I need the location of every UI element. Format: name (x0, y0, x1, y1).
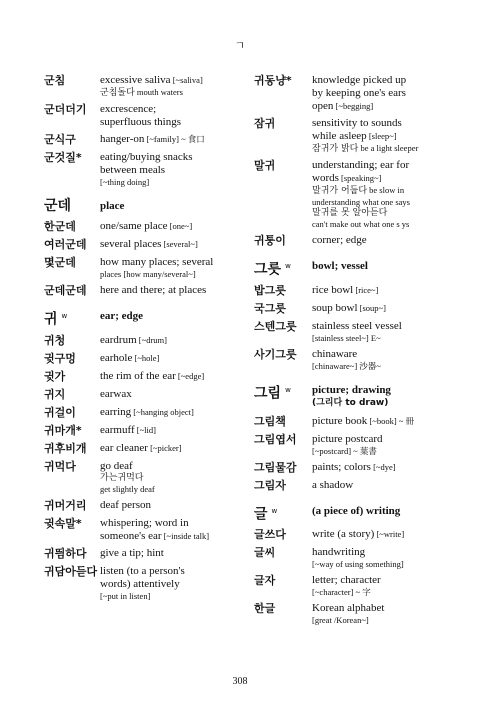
dictionary-entry (248, 159, 454, 230)
definition-text: paints; colors (312, 460, 371, 473)
dictionary-entry (28, 103, 240, 129)
definition (312, 234, 454, 247)
definition-line-with-note (100, 334, 240, 347)
definition (312, 461, 454, 474)
headword (28, 334, 100, 348)
dictionary-entry (28, 352, 240, 366)
definition-line-with-note (100, 238, 240, 251)
korean-example-text: 말귀를 못 알아듣다 (312, 208, 388, 218)
etymology-note: [one~] (167, 221, 193, 231)
dictionary-entry (28, 499, 240, 513)
etymology-note: [speaking~] (338, 173, 382, 183)
definition-line: how many places; several (100, 256, 214, 268)
korean-example-text: 말귀가 어둡다 (312, 186, 368, 196)
headword (28, 424, 100, 438)
section-title (312, 503, 454, 519)
dictionary-entry (248, 574, 454, 598)
headword (248, 574, 312, 588)
dictionary-entry (28, 424, 240, 438)
definition-line: go deaf (100, 459, 133, 472)
etymology-note: get slightly deaf (100, 483, 155, 494)
definition (100, 547, 240, 560)
etymology-note: [chinaware~] 沙器~ (312, 360, 381, 371)
headword-text: 귀띔하다 (44, 546, 87, 560)
section-headword (28, 308, 100, 328)
korean-example (312, 185, 454, 197)
headword (248, 159, 312, 173)
headword-text: 군데군데 (44, 284, 87, 297)
dictionary-entry (248, 546, 454, 570)
headword (248, 433, 312, 447)
dictionary-entry (28, 238, 240, 252)
headword (28, 442, 100, 456)
definition (312, 528, 454, 541)
definition-line-with-note (100, 406, 240, 419)
etymology-note: [several~] (161, 239, 198, 249)
headword (248, 117, 312, 131)
headword-text: 귓속말* (44, 516, 82, 530)
definition-text: while asleep (312, 130, 367, 142)
etymology-note: [rice~] (353, 284, 379, 295)
definition-text: rice bowl (312, 283, 354, 296)
headword-text: 군식구 (44, 133, 76, 146)
dictionary-entry (28, 517, 240, 543)
part-of-speech: w (285, 262, 291, 270)
headword-text: 글자 (254, 574, 276, 588)
etymology-note: [~way of using something] (312, 559, 404, 570)
definition-line: eating/buying snacks (100, 151, 193, 163)
definition-line-with-note (312, 461, 454, 474)
headword (28, 151, 100, 165)
dictionary-entry (248, 74, 454, 113)
section-title-text: place (100, 200, 125, 212)
definition-line: a shadow (312, 478, 354, 491)
definition-line: excrescence; (100, 103, 157, 115)
dictionary-entry (248, 284, 454, 298)
definition-line-with-note (100, 74, 240, 87)
definition (100, 388, 240, 401)
headword (28, 74, 100, 88)
etymology-note: [~family] ~ 食口 (144, 134, 205, 144)
dictionary-entry (28, 151, 240, 188)
headword-text: 귀머거리 (44, 498, 87, 512)
section-headword (248, 503, 312, 523)
dictionary-entry (248, 461, 454, 475)
headword (28, 370, 100, 384)
headword-text: 귀 (44, 311, 58, 328)
dictionary-entry (28, 388, 240, 402)
headword (248, 284, 312, 298)
definition (312, 302, 454, 315)
section-title (100, 198, 240, 214)
section-title-note: (그리다 to draw) (312, 397, 389, 408)
definition-text: soup bowl (312, 301, 358, 314)
headword (28, 103, 100, 117)
headword (248, 602, 312, 616)
definition-line: sensitivity to sounds (312, 117, 402, 129)
definition-line: whispering; word in (100, 516, 189, 529)
headword-text: 잠귀 (254, 117, 276, 130)
etymology-note: [~put in listen] (100, 590, 151, 601)
definition-line: Korean alphabet (312, 602, 385, 615)
dictionary-entry (28, 460, 240, 495)
part-of-speech: w (271, 506, 278, 515)
definition-line: listen (to a person's (100, 564, 185, 577)
definition (312, 117, 454, 155)
definition-text: eardrum (100, 333, 137, 346)
dictionary-entry (28, 406, 240, 420)
definition (312, 348, 454, 372)
definition-line: understanding; ear for (312, 159, 410, 171)
definition-line-with-note (312, 415, 454, 428)
headword (248, 415, 312, 429)
section-title (312, 258, 454, 274)
definition (312, 602, 454, 626)
definition-text: several places (100, 238, 162, 250)
dictionary-entry (248, 415, 454, 429)
headword (28, 406, 100, 420)
definition-line: deaf person (100, 498, 152, 511)
definition (312, 415, 454, 428)
headword (248, 528, 312, 542)
headword (248, 546, 312, 560)
korean-example-text: 가는귀먹다 (100, 472, 144, 483)
etymology-note: [~inside talk] (161, 530, 210, 541)
headword-text: 귀걸이 (44, 405, 76, 419)
headword-text: 귀담아듣다 (44, 564, 98, 578)
etymology-note: [~write] (374, 529, 405, 540)
definition-text: earring (100, 405, 132, 418)
definition-line: picture postcard (312, 432, 383, 445)
korean-example-text: 잠귀가 밝다 (312, 144, 359, 154)
dictionary-entry (28, 334, 240, 348)
definition (312, 320, 454, 344)
definition (100, 133, 240, 146)
definition-line: handwriting (312, 546, 366, 559)
definition-line: knowledge picked up (312, 74, 407, 86)
definition (100, 284, 240, 297)
korean-example (100, 87, 240, 99)
definition-text: words (312, 172, 339, 184)
definition-line-with-note (312, 130, 454, 143)
definition-text: earmuff (100, 423, 135, 436)
section-headword (248, 382, 312, 402)
etymology-note: understanding what one says (312, 197, 410, 207)
dictionary-entry (248, 348, 454, 372)
headword (28, 256, 100, 270)
definition-text: write (a story) (312, 528, 375, 541)
section-title (312, 382, 454, 409)
dictionary-entry (248, 433, 454, 457)
headword-text: 그릇 (254, 261, 282, 278)
definition (312, 546, 454, 570)
headword-text: 그림책 (254, 414, 286, 428)
headword (28, 460, 100, 474)
definition (312, 574, 454, 598)
definition-line: superfluous things (100, 116, 181, 128)
etymology-note: [stainless steel~] E~ (312, 332, 381, 343)
headword-text: 한글 (254, 602, 276, 616)
definition (100, 424, 240, 437)
headword-text: 말귀 (254, 159, 276, 172)
definition (100, 74, 240, 99)
etymology-note: [sleep~] (366, 131, 397, 141)
definition-line-with-note (100, 352, 240, 365)
headword-text: 귀청 (44, 333, 66, 347)
headword-text: 군더더기 (44, 103, 87, 116)
headword-text: 군것질* (44, 151, 82, 164)
definition (312, 284, 454, 297)
section-heading (28, 198, 240, 214)
etymology-note: [~begging] (333, 101, 374, 111)
section-title-text: ear; edge (100, 310, 144, 322)
headword (28, 352, 100, 366)
definition-line: words) attentively (100, 577, 180, 590)
korean-example-text: 군침돌다 (100, 88, 135, 98)
dictionary-entry (28, 133, 240, 147)
definition-text: hanger-on (100, 133, 145, 145)
definition (312, 74, 454, 113)
headword-text: 그림 (254, 385, 282, 402)
headword (28, 238, 100, 252)
dictionary-entry (28, 256, 240, 280)
definition (100, 238, 240, 251)
definition (100, 517, 240, 543)
headword-text: 몇군데 (44, 256, 76, 269)
headword-text: 여러군데 (44, 238, 87, 251)
headword-text: 스텐그릇 (254, 319, 297, 333)
section-heading (28, 308, 240, 328)
definition-line-with-note (100, 442, 240, 455)
etymology-note: [~picker] (147, 442, 182, 453)
headword-text: 그림엽서 (254, 432, 297, 446)
section-heading (248, 503, 454, 523)
definition-line: corner; edge (312, 234, 367, 246)
headword-text: 국그릇 (254, 301, 286, 315)
definition (100, 565, 240, 602)
page-number: 308 (232, 676, 248, 687)
etymology-note: [soup~] (357, 302, 386, 313)
dictionary-entry (28, 442, 240, 456)
headword-text: 그림자 (254, 478, 286, 492)
headword-text: 한군데 (44, 220, 76, 233)
etymology-note: [~dye] (370, 461, 396, 472)
definition-line: give a tip; hint (100, 546, 164, 559)
definition-text: one/same place (100, 220, 168, 232)
etymology-note: [~character] ~ 字 (312, 587, 371, 598)
section-headword (28, 198, 100, 214)
headword (248, 74, 312, 88)
headword (28, 547, 100, 561)
headword-text: 군데 (44, 198, 72, 214)
headword-text: 글씨 (254, 546, 276, 560)
section-title-text: bowl; vessel (312, 260, 368, 272)
right-column (248, 74, 454, 630)
headword-text: 귀마개* (44, 423, 82, 437)
definition-line: stainless steel vessel (312, 319, 402, 332)
korean-example (312, 143, 454, 155)
etymology-note: [~drum] (136, 334, 167, 345)
headword-text: 귀퉁이 (254, 234, 286, 247)
headword (248, 320, 312, 334)
headword (248, 234, 312, 248)
definition-text: the rim of the ear (100, 369, 176, 382)
headword-text: 글쓰다 (254, 528, 286, 542)
korean-example (100, 473, 240, 484)
headword-text: 귀지 (44, 387, 66, 401)
definition-line-with-note (312, 284, 454, 297)
dictionary-entry (248, 528, 454, 542)
definition (100, 220, 240, 233)
section-title-text: picture; drawing (312, 383, 391, 396)
definition (100, 370, 240, 383)
definition-line: chinaware (312, 347, 358, 360)
headword (28, 388, 100, 402)
definition (312, 479, 454, 492)
definition-line-with-note (312, 302, 454, 315)
etymology-note: places [how many/several~] (100, 269, 196, 279)
example-translation: be slow in (367, 185, 405, 195)
definition-text: excessive saliva (100, 74, 171, 86)
definition-line: between meals (100, 164, 166, 176)
headword (28, 220, 100, 234)
definition-text: earhole (100, 351, 133, 364)
dictionary-entry (28, 547, 240, 561)
dictionary-entry (248, 117, 454, 155)
example-translation: can't make out what one s ys (312, 219, 410, 229)
definition (100, 256, 240, 280)
dictionary-entry (28, 370, 240, 384)
headword (28, 565, 100, 579)
headword (248, 348, 312, 362)
definition-line-with-note (312, 528, 454, 541)
headword-text: 귀후비개 (44, 441, 87, 455)
section-headword (248, 258, 312, 278)
definition-text: ear cleaner (100, 441, 148, 454)
definition-line-with-note (100, 370, 240, 383)
headword-text: 귀동냥* (254, 74, 292, 87)
etymology-note: [~edge] (175, 370, 205, 381)
left-column (28, 74, 240, 606)
headword (248, 461, 312, 475)
part-of-speech: w (61, 312, 68, 320)
definition (100, 352, 240, 365)
definition-text: open (312, 100, 334, 112)
korean-example (312, 208, 454, 219)
part-of-speech: w (285, 385, 291, 394)
definition (100, 499, 240, 512)
dictionary-entry (248, 479, 454, 493)
dictionary-entry (248, 234, 454, 248)
definition (100, 334, 240, 347)
etymology-note: [~hanging object] (131, 406, 194, 417)
definition-line-with-note (100, 220, 240, 233)
definition (100, 442, 240, 455)
dictionary-entry (28, 74, 240, 99)
definition-line-with-note (100, 530, 240, 543)
dictionary-entry (28, 220, 240, 234)
headword-text: 귓가 (44, 369, 66, 383)
definition-line: by keeping one's ears (312, 87, 406, 99)
definition-text: someone's ear (100, 529, 162, 542)
example-translation: mouth waters (134, 87, 183, 97)
etymology-note: [~hole] (132, 352, 160, 363)
headword (28, 499, 100, 513)
headword-text: 밥그릇 (254, 283, 286, 297)
dictionary-entry (248, 302, 454, 316)
section-heading (248, 258, 454, 278)
definition (100, 460, 240, 495)
page-section-letter: ㄱ (234, 39, 246, 52)
etymology-note: [~lid] (134, 424, 156, 435)
definition (312, 159, 454, 230)
dictionary-entry (28, 284, 240, 298)
definition-line: earwax (100, 387, 132, 400)
etymology-note: [~postcard] ~ 葉書 (312, 445, 377, 456)
headword (248, 479, 312, 493)
definition-line: here and there; at places (100, 284, 207, 296)
etymology-note: [~book] ~ 冊 (367, 415, 415, 426)
section-title (100, 308, 240, 324)
definition (100, 406, 240, 419)
headword (28, 133, 100, 147)
definition-line: letter; character (312, 574, 381, 587)
headword-text: 글 (254, 506, 268, 523)
dictionary-entry (28, 565, 240, 602)
headword-text: 귀먹다 (44, 459, 76, 473)
definition (100, 151, 240, 188)
definition (312, 433, 454, 457)
definition-text: picture book (312, 414, 368, 427)
section-heading (248, 382, 454, 409)
headword (28, 517, 100, 531)
headword-text: 사기그릇 (254, 347, 297, 361)
definition (100, 103, 240, 129)
definition-line-with-note (312, 100, 454, 113)
headword-text: 귓구멍 (44, 351, 76, 365)
etymology-note: [great /Korean~] (312, 615, 369, 626)
headword (28, 284, 100, 298)
section-title-text: (a piece of) writing (312, 504, 401, 517)
example-translation: be a light sleeper (358, 143, 419, 153)
definition-line-with-note (100, 424, 240, 437)
definition-line-with-note (100, 133, 240, 146)
etymology-note: [~saliva] (170, 75, 203, 85)
headword (248, 302, 312, 316)
definition-line-with-note (312, 172, 454, 185)
dictionary-entry (248, 602, 454, 626)
headword-text: 그림물감 (254, 460, 297, 474)
dictionary-entry (248, 320, 454, 344)
etymology-note: [~thing doing] (100, 177, 150, 187)
headword-text: 군침 (44, 74, 66, 87)
